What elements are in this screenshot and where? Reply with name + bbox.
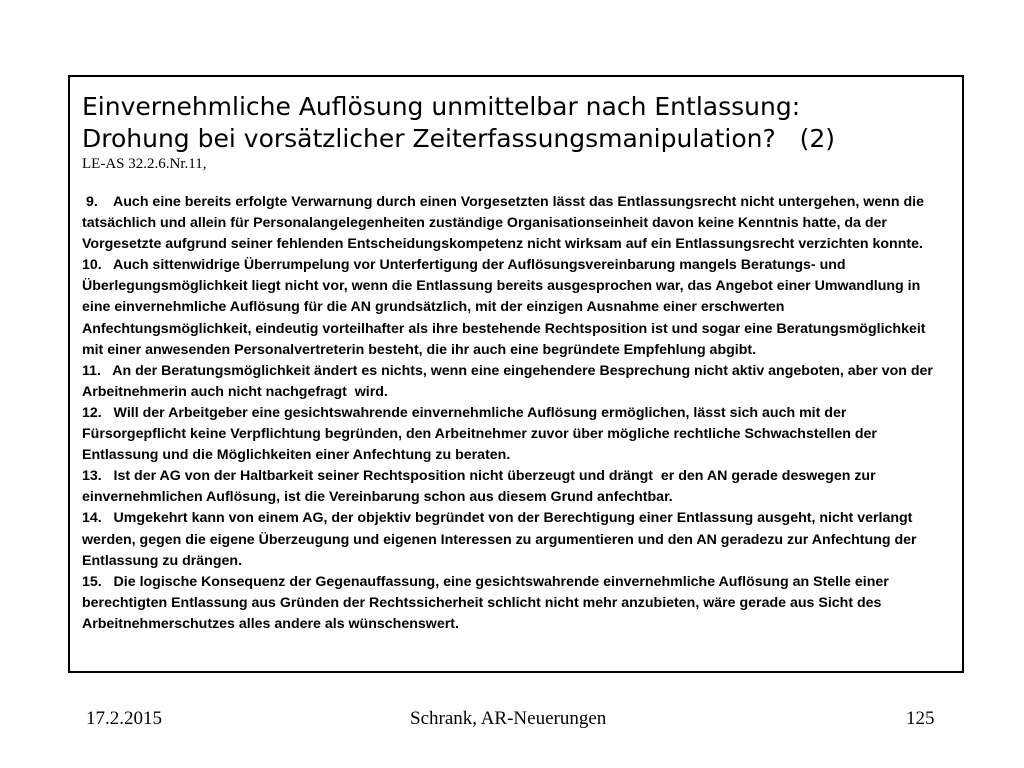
footer-page-number: 125 xyxy=(906,708,935,729)
slide-content-box xyxy=(68,75,964,673)
paragraph-13: 13. Ist der AG von der Haltbarkeit seiner Rechtsposition nicht überzeugt und drängt er den AN gerade deswegen zur einvernehmlichen Auflösung, ist die Vereinbarung schon aus diesem Grund anfechtbar. xyxy=(82,468,880,506)
footer-date: 17.2.2015 xyxy=(86,708,162,729)
paragraph-12: 12. Will der Arbeitgeber eine gesichtswahrende einvernehmliche Auflösung ermöglichen, lässt sich auch mit der Fürsorgepflicht keine Verpflichtung begründen, den Arbeitnehmer zuvor über mögliche rechtliche Schwachstellen der Entlassung und die Möglichkeiten einer Anfechtung zu beraten. xyxy=(82,404,881,464)
slide-title xyxy=(82,91,950,155)
paragraph-list xyxy=(82,192,950,635)
slide-title-line-2: Drohung bei vorsätzlicher Zeiterfassungsmanipulation? (2) xyxy=(82,124,836,153)
paragraph-10: 10. Auch sittenwidrige Überrumpelung vor Unterfertigung der Auflösungsvereinbarung mangels Beratungs- und Überlegungsmöglichkeit liegt nicht vor, wenn die Entlassung bereits ausgesprochen war, das Angebot einer Umwandlung in eine einvernehmliche Auflösung für die AN grundsätzlich, mit der einzigen Ausnahme einer erschwerten Anfechtungsmöglichkeit, eindeutig vorteilhafter als ihre bestehende Rechtsposition ist und sogar eine Beratungsmöglichkeit mit einer anwesenden Personalvertreterin besteht, die ihr auch eine begründete Empfehlung abgibt. xyxy=(82,257,930,358)
slide-title-line-1: Einvernehmliche Auflösung unmittelbar nach Entlassung: xyxy=(82,92,801,121)
footer-author: Schrank, AR-Neuerungen xyxy=(410,708,607,729)
case-reference: LE-AS 32.2.6.Nr.11, xyxy=(82,156,207,172)
paragraph-14: 14. Umgekehrt kann von einem AG, der objektiv begründet von der Berechtigung einer Entlassung ausgeht, nicht verlangt werden, gegen die eigene Überzeugung und eigenen Interessen zu argumentieren und den AN geradezu zur Anfechtung der Entlassung zu drängen. xyxy=(82,510,921,569)
paragraph-15: 15. Die logische Konsequenz der Gegenauffassung, eine gesichtswahrende einvernehmliche Auflösung an Stelle einer berechtigten Entlassung aus Gründen der Rechtssicherheit schlicht nicht mehr anzubieten, wäre gerade aus Sicht des Arbeitnehmerschutzes alles andere als wünschenswert. xyxy=(82,573,893,632)
paragraph-11: 11. An der Beratungsmöglichkeit ändert es nichts, wenn eine eingehendere Besprechung nicht aktiv angeboten, aber von der Arbeitnehmerin auch nicht nachgefragt wird. xyxy=(82,362,937,400)
paragraph-9: 9. Auch eine bereits erfolgte Verwarnung durch einen Vorgesetzten lässt das Entlassungsrecht nicht untergehen, wenn die tatsächlich und allein für Personalangelegenheiten zuständige Organisationseinheit davon keine Kenntnis hatte, da der Vorgesetzte aufgrund seiner fehlenden Entscheidungskompetenz nicht wirksam auf ein Entlassungsrecht verzichten konnte. xyxy=(82,194,928,253)
